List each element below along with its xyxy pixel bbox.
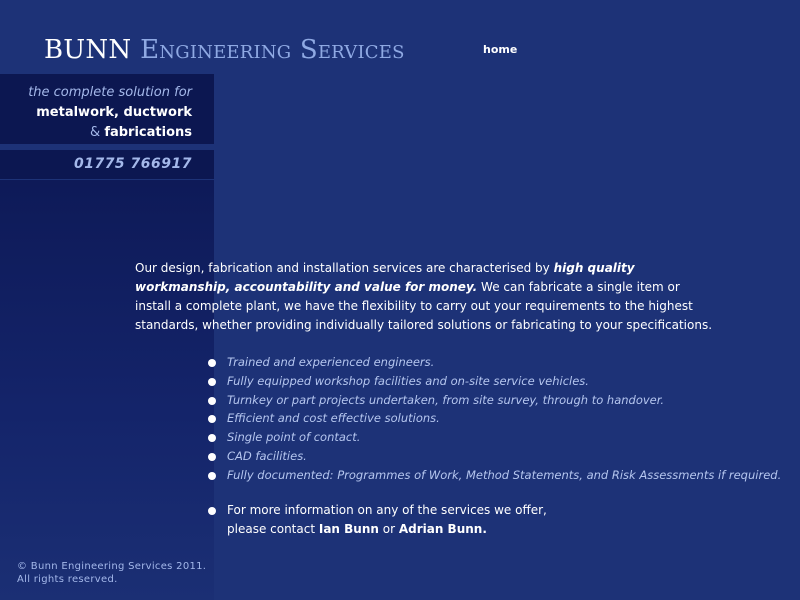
feature-item: [208, 353, 788, 372]
bullet-icon: [208, 472, 216, 480]
tagline-line3: [0, 123, 192, 143]
footer-copyright: © Bunn Engineering Services 2011.: [17, 561, 207, 572]
feature-text: Fully documented: Programmes of Work, Method Statements, and Risk Assessments if required.: [227, 467, 782, 482]
logo-brand-subtitle: Engineering Services: [140, 35, 405, 65]
footer: [17, 561, 206, 586]
contact-name-adrian: Adrian Bunn.: [398, 522, 487, 536]
feature-text: Trained and experienced engineers.: [227, 355, 435, 369]
bullet-icon: [208, 378, 216, 386]
bullet-icon: [208, 453, 216, 461]
bullet-icon: [208, 415, 216, 423]
tagline-line1: the complete solution for: [28, 85, 192, 100]
tagline-ampersand: &: [90, 125, 101, 140]
contact-name-ian: Ian Bunn: [318, 522, 379, 536]
feature-item: [208, 447, 788, 466]
contact-line1: For more information on any of the services we offer,: [227, 503, 547, 517]
tagline-box: [0, 74, 214, 144]
feature-item: [208, 428, 788, 447]
bullet-icon: [208, 397, 216, 405]
feature-item: [208, 372, 788, 391]
tagline-fabrications: fabrications: [104, 125, 192, 140]
nav-home-link[interactable]: home: [483, 43, 518, 56]
intro-text-start: Our design, fabrication and installation services are characterised by: [135, 261, 554, 275]
feature-item: [208, 409, 788, 428]
bullet-icon: [208, 507, 216, 515]
features-list: [208, 353, 788, 485]
feature-text: Fully equipped workshop facilities and on-site service vehicles.: [227, 373, 589, 388]
intro-text-end: We can fabricate a single item or install a complete plant, we have the flexibility to carry out your requirements to the highest standards, whether providing individually tailored solutions or fabricating to your specifications.: [135, 280, 713, 332]
bullet-icon: [208, 359, 216, 367]
intro-emphasis: high quality workmanship, accountability and value for money.: [135, 261, 635, 294]
feature-item: [208, 466, 788, 485]
feature-item: [208, 391, 788, 410]
feature-text: Turnkey or part projects undertaken, from site survey, through to handover.: [227, 392, 665, 407]
contact-info: [208, 501, 747, 539]
sidebar-background: [0, 180, 214, 600]
feature-text: CAD facilities.: [227, 448, 307, 463]
contact-or: or: [378, 522, 399, 536]
footer-rights: All rights reserved.: [17, 573, 118, 585]
feature-text: Single point of contact.: [227, 430, 361, 445]
feature-text: Efficient and cost effective solutions.: [227, 411, 440, 426]
logo-brand-name: BUNN: [44, 35, 132, 65]
intro-paragraph: [135, 259, 715, 335]
bullet-icon: [208, 434, 216, 442]
site-logo[interactable]: [44, 34, 405, 66]
phone-number: 01775 766917: [0, 150, 214, 179]
contact-line2-prefix: please contact: [227, 522, 319, 536]
tagline-line2: metalwork, ductwork: [36, 105, 192, 120]
